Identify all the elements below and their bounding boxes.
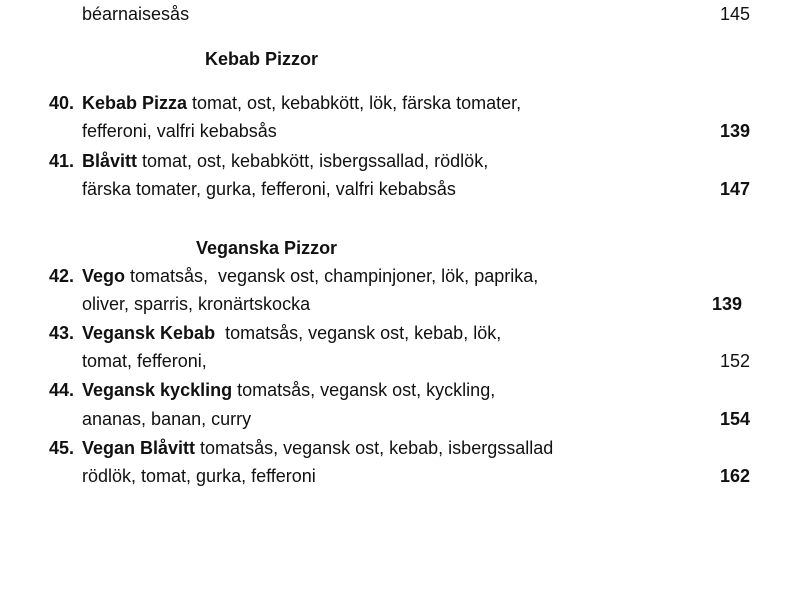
item-description: tomatsås, vegansk ost, kebab, lök, [215,323,502,343]
item-description: tomat, ost, kebabkött, isbergssallad, rödlök, [137,151,489,171]
item-number: 40. [48,93,74,113]
item-description: tomatsås, vegansk ost, kyckling, [232,380,496,400]
item-description-line2: ananas, banan, curry [82,409,252,429]
menu-item-line [82,92,521,114]
item-number: 42. [48,266,74,286]
item-price: 152 [719,351,750,371]
item-number: 44. [48,380,74,400]
item-description-line2: fefferoni, valfri kebabsås [82,121,277,141]
item-number: 45. [48,438,74,458]
menu-item-line [82,265,538,287]
item-description: tomatsås, vegansk ost, champinjoner, lök, paprika, [125,266,539,286]
item-name: Kebab Pizza [82,93,188,113]
menu-item-line [82,322,501,344]
menu-item-line [82,379,495,401]
item-name: Vegansk Kebab [82,323,216,343]
item-description: tomatsås, vegansk ost, kebab, isbergssallad [195,438,554,458]
item-name: Blåvitt [82,151,138,171]
item-price: 147 [719,179,750,199]
item-name: Vego [82,266,126,286]
item-description: tomat, ost, kebabkött, lök, färska tomater, [187,93,522,113]
menu-item-line [82,150,488,172]
item-description-line2: rödlök, tomat, gurka, fefferoni [82,466,316,486]
item-price: 145 [719,4,750,24]
item-description-line2: tomat, fefferoni, [82,351,207,371]
item-name: Vegan Blåvitt [82,438,196,458]
item-price: 162 [719,466,750,486]
menu-item-line [82,437,553,459]
item-number: 41. [48,151,74,171]
section-heading-kebab-pizzor: Kebab Pizzor [205,49,319,69]
item-price: 154 [719,409,750,429]
section-heading-veganska-pizzor: Veganska Pizzor [196,238,338,258]
item-description-line2: oliver, sparris, kronärtskocka [82,294,311,314]
item-name: Vegansk kyckling [82,380,233,400]
item-price: 139 [719,121,750,141]
item-price: 139 [711,294,742,314]
item-number: 43. [48,323,74,343]
item-continuation-text: béarnaisesås [82,4,190,24]
item-description-line2: färska tomater, gurka, fefferoni, valfri kebabsås [82,179,456,199]
